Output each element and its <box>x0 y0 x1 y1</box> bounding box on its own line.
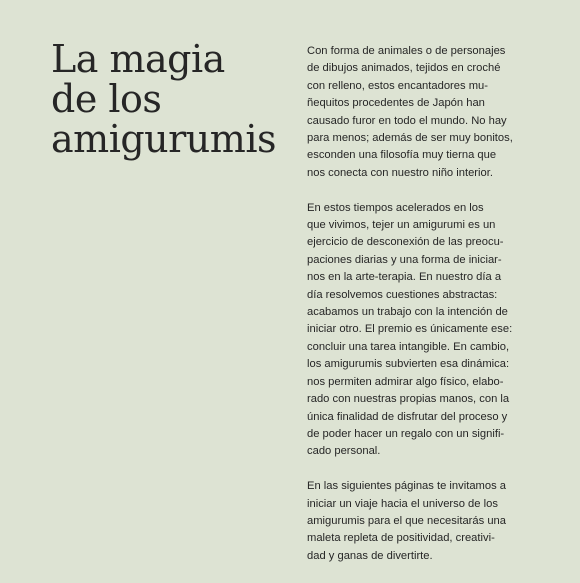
paragraph-line: amigurumis para el que necesitarás una <box>307 514 506 527</box>
paragraph-line: acabamos un trabajo con la intención de <box>307 306 508 319</box>
paragraph-line: cado personal. <box>307 445 381 458</box>
paragraph-line: iniciar otro. El premio es únicamente ese: <box>307 323 513 336</box>
paragraph-line: dad y ganas de divertirte. <box>307 549 433 562</box>
paragraph-line: En las siguientes páginas te invitamos a <box>307 480 507 493</box>
title-line-2: de los <box>51 77 162 121</box>
paragraph-line: concluir una tarea intangible. En cambio, <box>307 340 510 353</box>
paragraph-line: esconden una filosofía muy tierna que <box>307 149 497 162</box>
paragraph-line: paciones diarias y una forma de iniciar- <box>307 253 502 266</box>
paragraph-line: los amigurumis subvierten esa dinámica: <box>307 358 510 371</box>
paragraph-line: de poder hacer un regalo con un signifi- <box>307 427 505 440</box>
paragraph-line: maleta repleta de positividad, creativi- <box>307 532 495 545</box>
paragraph-line: En estos tiempos acelerados en los <box>307 201 484 214</box>
paragraph-line: nos en la arte-terapia. En nuestro día a <box>307 271 502 284</box>
paragraph-line: día resolvemos cuestiones abstractas: <box>307 288 498 301</box>
paragraph-line: de dibujos animados, tejidos en croché <box>307 62 501 75</box>
paragraph-line: iniciar un viaje hacia el universo de los <box>307 497 498 510</box>
paragraph-line: Con forma de animales o de personajes <box>307 45 506 57</box>
paragraph-line: ejercicio de desconexión de las preocu- <box>307 236 504 249</box>
title-line-3: amigurumis <box>51 117 276 161</box>
body-text <box>307 43 543 583</box>
paragraph-line: con relleno, estos encantadores mu- <box>307 79 488 92</box>
paragraph-line: causado furor en todo el mundo. No hay <box>307 114 507 127</box>
paragraph-line: nos conecta con nuestro niño interior. <box>307 166 493 179</box>
paragraph-1 <box>307 43 543 182</box>
paragraph-line: ñequitos procedentes de Japón han <box>307 97 485 110</box>
paragraph-line: rado con nuestras propias manos, con la <box>307 393 510 406</box>
paragraph-line: única finalidad de disfrutar del proceso y <box>307 410 508 423</box>
paragraph-line: que vivimos, tejer un amigurumi es un <box>307 219 496 232</box>
paragraph-line: nos permiten admirar algo físico, elabo- <box>307 375 504 388</box>
title-line-1: La magia <box>51 37 225 81</box>
paragraph-3 <box>307 478 543 565</box>
paragraph-line: para menos; además de ser muy bonitos, <box>307 132 513 145</box>
paragraph-2 <box>307 200 543 461</box>
page-title <box>51 39 281 159</box>
